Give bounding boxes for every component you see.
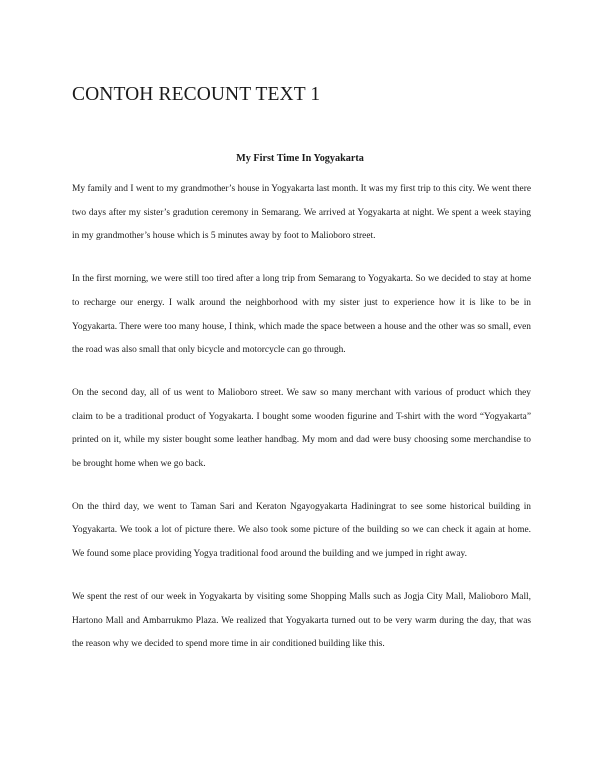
story-title: My First Time In Yogyakarta: [236, 153, 364, 164]
paragraph-3: On the second day, all of us went to Malioboro street. We saw so many merchant with various of product which they claim to be a traditional product of Yogyakarta. I bought some wooden figurine and T-shirt with the word “Yogyakarta” printed on it, while my sister bought some leather handbag. My mom and dad were busy choosing some merchandise to be brought home when we go back.: [72, 387, 531, 470]
paragraph-5: We spent the rest of our week in Yogyakarta by visiting some Shopping Malls such as Jogja City Mall, Malioboro Mall, Hartono Mall and Ambarrukmo Plaza. We realized that Yogyakarta turned out to be very warm during the day, that was the reason why we decided to spend more time in air conditioned building like this.: [72, 591, 531, 650]
document-body: [72, 178, 531, 657]
document-title: CONTOH RECOUNT TEXT 1: [72, 84, 321, 105]
paragraph-1: My family and I went to my grandmother’s house in Yogyakarta last month. It was my first trip to this city. We went there two days after my sister’s gradution ceremony in Semarang. We arrived at Yogyakarta at night. We spent a week staying in my grandmother’s house which is 5 minutes away by foot to Malioboro street.: [72, 184, 531, 242]
paragraph-4: On the third day, we went to Taman Sari and Keraton Ngayogyakarta Hadiningrat to see some historical building in Yogyakarta. We took a lot of picture there. We also took some picture of the building so we can check it again at home. We found some place providing Yogya traditional food around the building and we jumped in right away.: [72, 501, 531, 560]
paragraph-2: In the first morning, we were still too tired after a long trip from Semarang to Yogyakarta. So we decided to stay at home to recharge our energy. I walk around the neighborhood with my sister just to experience how it is like to be in Yogyakarta. There were too many house, I think, which made the space between a house and the other was so small, even the road was also small that only bicycle and motorcycle can go through.: [72, 274, 531, 356]
